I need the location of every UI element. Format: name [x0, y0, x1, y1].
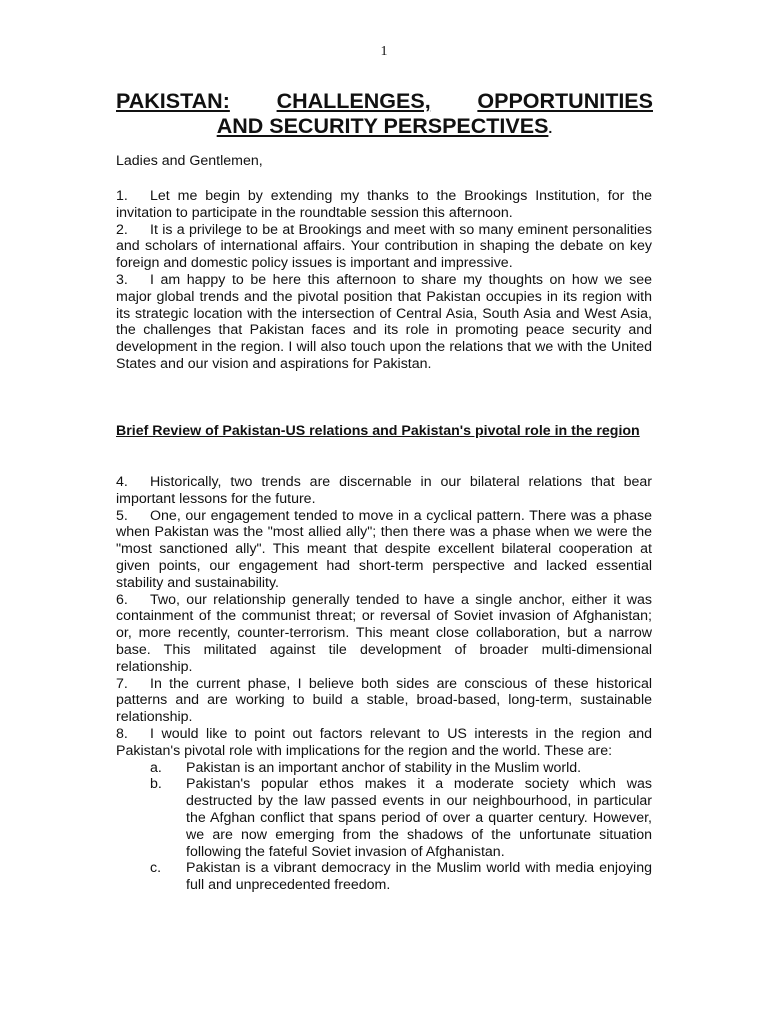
title-line-2-text: AND SECURITY PERSPECTIVES [216, 114, 549, 138]
section-heading: Brief Review of Pakistan-US relations and Pakistan's pivotal role in the region [116, 423, 640, 439]
title-period: . [548, 120, 553, 136]
intro-paragraphs [116, 188, 652, 373]
paragraph-text: I would like to point out factors relevant to US interests in the region and Pakistan's pivotal role with implications for the region and the world. These are: [116, 725, 652, 759]
paragraph-text: Let me begin by extending my thanks to the Brookings Institution, for the invitation to participate in the roundtable session this afternoon. [116, 188, 652, 221]
paragraph-text: In the current phase, I believe both sides are conscious of these historical patterns and are working to build a stable, broad-based, long-term, sustainable relationship. [116, 675, 652, 726]
paragraph-1 [116, 188, 652, 222]
paragraph-text: One, our engagement tended to move in a cyclical pattern. There was a phase when Pakistan was the "most allied ally"; then there was a phase when we were the "most sanctioned ally". This meant that despite excellent bilateral cooperation at given points, our engagement had short-term perspective and lacked essential stability and sustainability. [116, 507, 652, 591]
paragraph-4 [116, 474, 652, 508]
paragraph-text: I am happy to be here this afternoon to share my thoughts on how we see major global trends and the pivotal position that Pakistan occupies in its region with its strategic location with the intersection of Central Asia, South Asia and West Asia, the challenges that Pakistan faces and its role in promoting peace security and development in the region. I will also touch upon the relations that we with the United States and our vision and aspirations for Pakistan. [116, 271, 652, 372]
paragraph-5 [116, 508, 652, 592]
paragraph-text: It is a privilege to be at Brookings and meet with so many eminent personalities and scholars of international affairs. Your contribution in shaping the debate on key foreign and domestic policy issues is important and impressive. [116, 221, 652, 272]
title-word: PAKISTAN: [116, 89, 230, 113]
paragraph-number: 4. [116, 474, 128, 490]
list-item [116, 760, 652, 777]
list-item-text: Pakistan is a vibrant democracy in the Muslim world with media enjoying full and unprecedented freedom. [186, 860, 652, 894]
paragraph-number: 5. [116, 507, 128, 524]
paragraph-3 [116, 272, 652, 373]
paragraph-number: 6. [116, 591, 128, 608]
sub-item-list [116, 760, 652, 894]
paragraph-2 [116, 222, 652, 272]
list-item-text: Pakistan is an important anchor of stability in the Muslim world. [186, 759, 582, 776]
title-line-2 [116, 113, 653, 141]
paragraph-number: 3. [116, 271, 128, 288]
review-paragraphs [116, 474, 652, 894]
list-item-letter: c. [150, 860, 162, 877]
list-item-text: Pakistan's popular ethos makes it a moderate society which was destructed by the law passed events in our neighbourhood, in particular the Afghan conflict that spans period of over a quarter century. However, we are now emerging from the shadows of the unfortunate situation following the fateful Soviet invasion of Afghanistan. [186, 776, 652, 860]
paragraph-6 [116, 592, 652, 676]
list-item-letter: b. [150, 776, 162, 793]
title-word: OPPORTUNITIES [477, 89, 653, 113]
title-word: CHALLENGES, [276, 89, 431, 113]
paragraph-text: Two, our relationship generally tended to have a single anchor, either it was containment of the communist threat; or reversal of Soviet invasion of Afghanistan; or, more recently, counter-terrorism. This meant close collaboration, but a narrow base. This militated against tile development of broader multi-dimensional relationship. [116, 591, 652, 675]
title-line-1 [116, 88, 653, 114]
paragraph-number: 7. [116, 675, 128, 692]
list-item [116, 860, 652, 894]
paragraph-number: 2. [116, 221, 128, 238]
paragraph-7 [116, 676, 652, 726]
paragraph-text: Historically, two trends are discernable in our bilateral relations that bear important lessons for the future. [116, 474, 652, 507]
paragraph-number: 8. [116, 725, 128, 742]
salutation: Ladies and Gentlemen, [116, 153, 263, 169]
page-number: 1 [380, 44, 388, 59]
paragraph-number: 1. [116, 188, 128, 204]
paragraph-8 [116, 726, 652, 760]
list-item [116, 776, 652, 860]
list-item-letter: a. [150, 759, 162, 776]
